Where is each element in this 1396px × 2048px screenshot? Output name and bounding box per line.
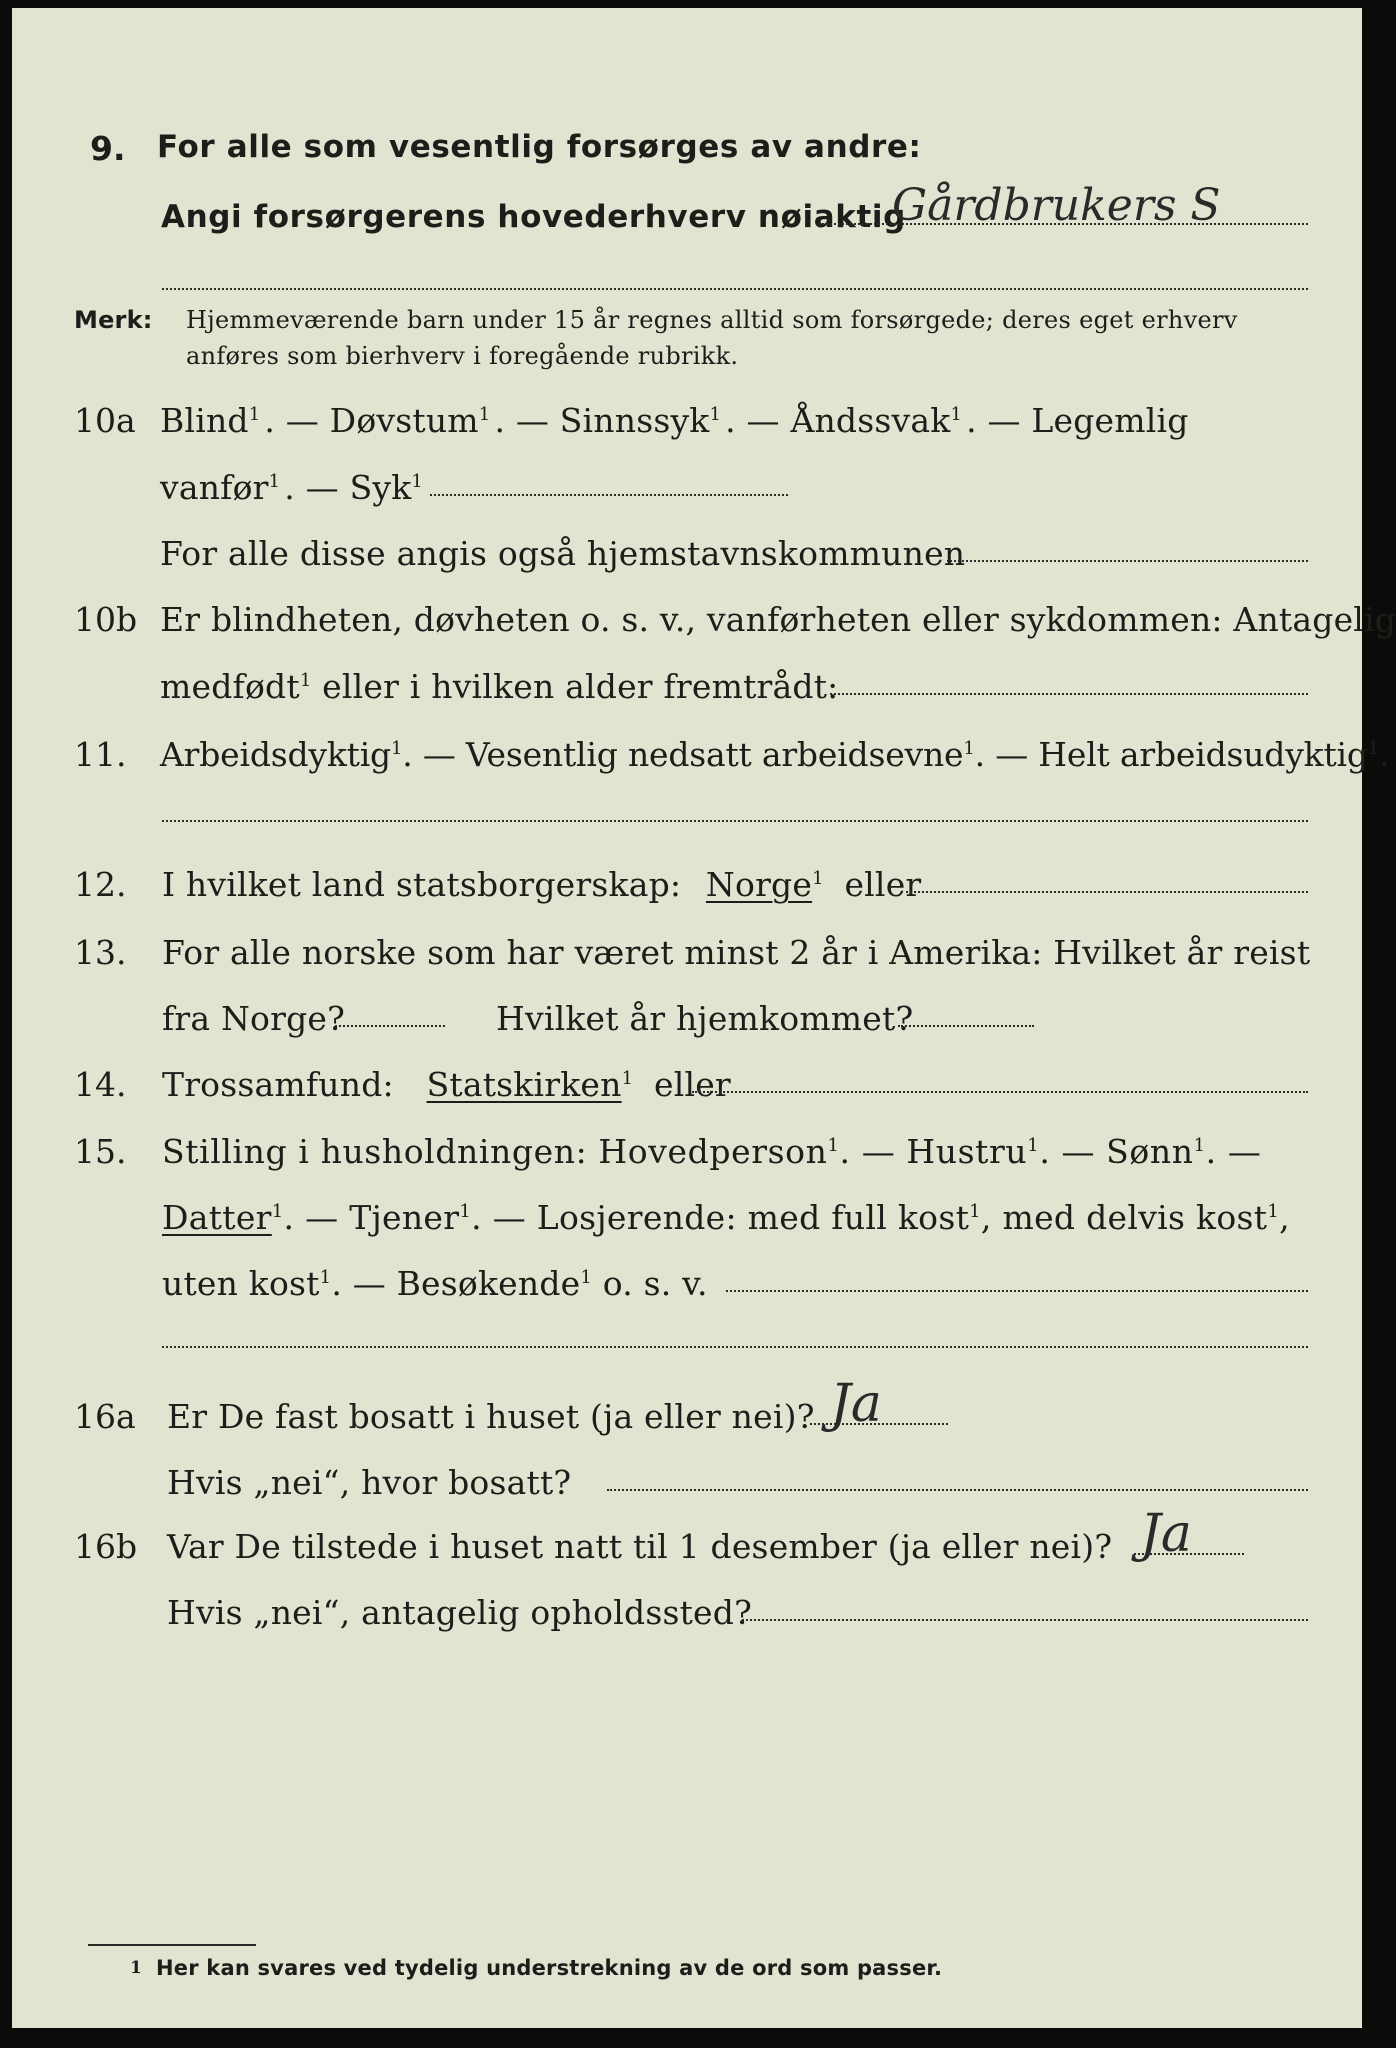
q12-answer-line bbox=[906, 891, 1308, 893]
q16b-handwritten-answer: Ja bbox=[1140, 1504, 1192, 1564]
q10b-medfodt: medfødt bbox=[160, 667, 300, 706]
q12-number: 12. bbox=[74, 865, 127, 904]
q9-heading: For alle som vesentlig forsørges av andre: bbox=[157, 129, 922, 165]
q10a-number: 10a bbox=[74, 401, 136, 440]
q15-hustru: . — Hustru bbox=[839, 1132, 1028, 1171]
q16b-question: Var De tilstede i huset natt til 1 desember (ja eller nei)? bbox=[167, 1527, 1113, 1566]
footnote-text: Her kan svares ved tydelig understrekning av de ord som passer. bbox=[156, 1956, 943, 1980]
q15-sonn: . — Sønn bbox=[1039, 1132, 1194, 1171]
q12-eller: eller bbox=[844, 865, 922, 904]
q15-osv: o. s. v. bbox=[592, 1264, 708, 1303]
q11-nedsatt: . — Vesentlig nedsatt arbeidsevne bbox=[402, 735, 964, 774]
q15-uten-kost: uten kost bbox=[162, 1264, 320, 1303]
q15-besokende: . — Besøkende bbox=[331, 1264, 581, 1303]
q10a-sinnssyk: . — Sinnssyk bbox=[494, 401, 710, 440]
q14-number: 14. bbox=[74, 1065, 127, 1104]
q10a-blind: Blind bbox=[160, 401, 249, 440]
q14-line: Trossamfund: Statskirken$^1$ eller bbox=[162, 1065, 731, 1104]
q13-fra-norge: fra Norge? bbox=[162, 999, 346, 1038]
q10b-answer-line bbox=[830, 693, 1308, 695]
q15-line-3: uten kost$^1$. — Besøkende$^1$ o. s. v. bbox=[162, 1264, 708, 1303]
q11-line: Arbeidsdyktig$^1$. — Vesentlig nedsatt arbeidsevne$^1$. — Helt arbeidsudyktig$^1$. bbox=[160, 735, 1390, 774]
q10a-syk-answer-line bbox=[430, 494, 788, 496]
q10a-legemlig: . — Legemlig bbox=[966, 401, 1189, 440]
q14-statskirken-underlined: Statskirken bbox=[426, 1065, 622, 1104]
q10a-line-1: Blind$^1$ . — Døvstum$^1$ . — Sinnssyk$^1$ . — Åndssvak$^1$ . — Legemlig bbox=[160, 401, 1189, 440]
q10a-line-2: vanfør$^1$ . — Syk$^1$ bbox=[160, 468, 424, 507]
q16b-opholdssted-answer-line bbox=[742, 1619, 1308, 1621]
q14-trossamfund: Trossamfund: bbox=[162, 1065, 394, 1104]
merk-line-2: anføres som bierhverv i foregående rubrikk. bbox=[186, 342, 739, 370]
q10a-line-3: For alle disse angis også hjemstavnskommunen bbox=[160, 534, 966, 573]
q15-number: 15. bbox=[74, 1132, 127, 1171]
q14-answer-line bbox=[692, 1091, 1308, 1093]
q16a-bosatt-answer-line bbox=[607, 1489, 1308, 1491]
q12-question: I hvilket land statsborgerskap: bbox=[162, 865, 682, 904]
q14-eller: eller bbox=[653, 1065, 731, 1104]
q16b-number: 16b bbox=[74, 1527, 138, 1566]
q11-arbeidsdyktig: Arbeidsdyktig bbox=[160, 735, 391, 774]
q9-handwritten-answer: Gårdbrukers S bbox=[892, 180, 1221, 231]
q13-line-1: For alle norske som har været minst 2 år i Amerika: Hvilket år reist bbox=[162, 933, 1311, 972]
merk-line-1: Hjemmeværende barn under 15 år regnes alltid som forsørgede; deres eget erhverv bbox=[186, 306, 1238, 334]
q16a-handwritten-answer: Ja bbox=[830, 1374, 882, 1434]
q16a-hvor-bosatt: Hvis „nei“, hvor bosatt? bbox=[167, 1463, 572, 1502]
q10b-line-2: medfødt$^1$ eller i hvilken alder fremtrådt: bbox=[160, 667, 839, 706]
q10a-andssvak: . — Åndssvak bbox=[725, 401, 951, 440]
q11-number: 11. bbox=[74, 735, 127, 774]
q13-reist-answer-line bbox=[335, 1025, 445, 1027]
q13-hjemkommet: Hvilket år hjemkommet? bbox=[496, 999, 914, 1038]
q15-hovedperson: Stilling i husholdningen: Hovedperson bbox=[162, 1132, 828, 1171]
q9-prompt: Angi forsørgerens hovederhverv nøiaktig bbox=[161, 199, 906, 235]
q9-number: 9. bbox=[90, 129, 126, 168]
q15-delvis-kost: , med delvis kost bbox=[980, 1198, 1268, 1237]
q10b-number: 10b bbox=[74, 600, 138, 639]
q16a-question: Er De fast bosatt i huset (ja eller nei)? bbox=[167, 1397, 815, 1436]
q12-line: I hvilket land statsborgerskap: Norge$^1$ eller bbox=[162, 865, 922, 904]
q13-number: 13. bbox=[74, 933, 127, 972]
q11-udyktig: . — Helt arbeidsudyktig bbox=[974, 735, 1368, 774]
q10a-dovstum: . — Døvstum bbox=[264, 401, 479, 440]
q10b-alder: eller i hvilken alder fremtrådt: bbox=[311, 667, 839, 706]
q10a-vanfor: vanfør bbox=[160, 468, 269, 507]
q16b-opholdssted: Hvis „nei“, antagelig opholdssted? bbox=[167, 1593, 752, 1632]
footnote-mark: 1 bbox=[130, 1958, 143, 1978]
q15-tjener: . — Tjener bbox=[283, 1198, 460, 1237]
q10b-line-1: Er blindheten, døvheten o. s. v., vanførheten eller sykdommen: Antagelig bbox=[160, 600, 1396, 639]
q11-answer-line bbox=[162, 820, 1308, 822]
q12-norge-underlined: Norge bbox=[705, 865, 813, 904]
q15-line-2: Datter$^1$. — Tjener$^1$. — Losjerende: med full kost$^1$, med delvis kost$^1$, bbox=[162, 1198, 1290, 1237]
merk-label: Merk: bbox=[74, 306, 153, 334]
q16a-number: 16a bbox=[74, 1397, 136, 1436]
q15-answer-line bbox=[726, 1290, 1308, 1292]
q15-losjerende: . — Losjerende: med full kost bbox=[471, 1198, 970, 1237]
q15-datter-underlined: Datter bbox=[162, 1198, 272, 1237]
q13-hjemkommet-answer-line bbox=[898, 1025, 1034, 1027]
q15-second-answer-line bbox=[162, 1346, 1308, 1348]
q10a-hjemstavn-answer-line bbox=[947, 560, 1308, 562]
footnote-rule bbox=[88, 1944, 256, 1946]
q10a-syk: . — Syk bbox=[284, 468, 412, 507]
census-form-page bbox=[12, 8, 1396, 2028]
q9-second-answer-line bbox=[162, 288, 1308, 290]
q15-line-1: Stilling i husholdningen: Hovedperson$^1$. — Hustru$^1$. — Sønn$^1$. — bbox=[162, 1132, 1262, 1171]
